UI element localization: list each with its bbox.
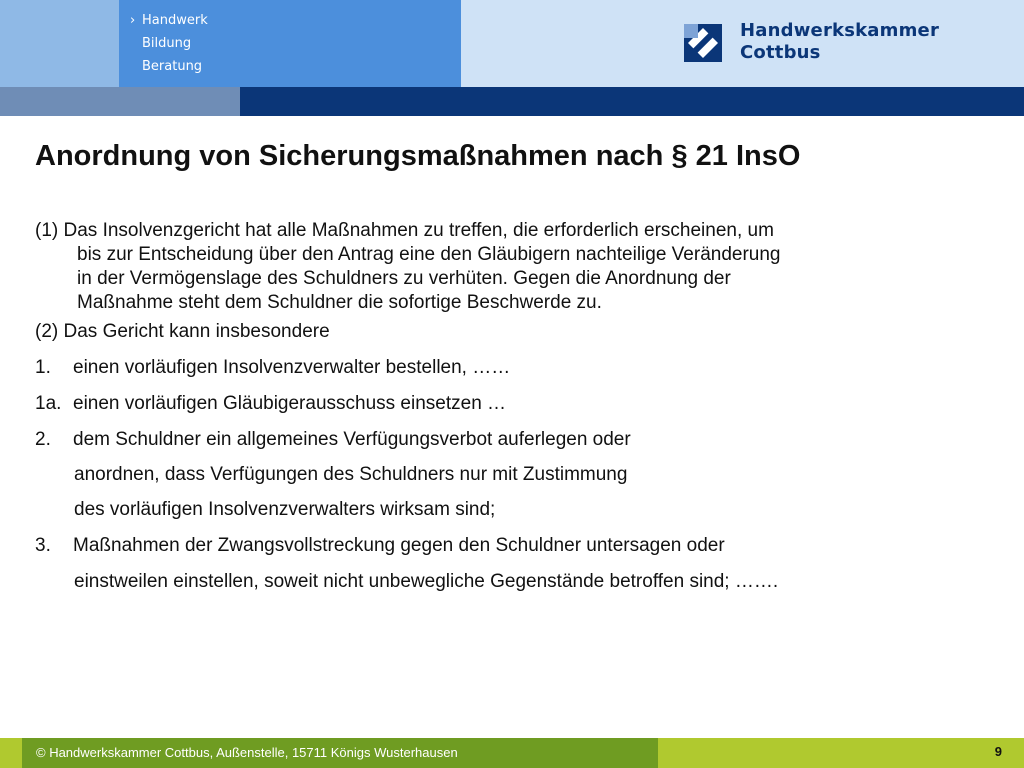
list-item-text: einen vorläufigen Insolvenzverwalter bestellen, …… <box>73 357 511 378</box>
paragraph-1-line: Maßnahme steht dem Schuldner die sofortige Beschwerde zu. <box>77 292 602 313</box>
list-item <box>35 534 725 558</box>
list-item-text: Maßnahmen der Zwangsvollstreckung gegen den Schuldner untersagen oder <box>73 535 725 556</box>
list-item-continuation: anordnen, dass Verfügungen des Schuldners nur mit Zustimmung <box>74 464 628 485</box>
nav-item-label: Handwerk <box>142 13 208 28</box>
footer-right-block <box>658 738 1024 768</box>
header-left-block <box>0 0 119 87</box>
list-item <box>35 356 510 380</box>
brand-line-1: Handwerkskammer <box>740 20 940 41</box>
paragraph-2: (2) Das Gericht kann insbesondere <box>35 321 330 342</box>
list-item-number: 1. <box>35 357 51 378</box>
footer-left-block <box>0 738 22 768</box>
nav-item-bildung[interactable] <box>130 32 208 55</box>
list-item-number: 2. <box>35 429 51 450</box>
paragraph-1-line: (1) Das Insolvenzgericht hat alle Maßnahmen zu treffen, die erforderlich erscheinen, um <box>35 220 774 241</box>
header-band-dark <box>240 87 1024 116</box>
header-nav <box>130 9 208 78</box>
list-item-continuation: einstweilen einstellen, soweit nicht unbewegliche Gegenstände betroffen sind; ……. <box>74 571 779 592</box>
list-item <box>35 392 506 416</box>
chevron-right-icon: › <box>130 13 136 28</box>
list-item-continuation: des vorläufigen Insolvenzverwalters wirksam sind; <box>74 499 496 520</box>
nav-item-handwerk[interactable] <box>130 9 208 32</box>
paragraph-1-line: in der Vermögenslage des Schuldners zu verhüten. Gegen die Anordnung der <box>77 268 731 289</box>
paragraph-1-line: bis zur Entscheidung über den Antrag eine den Gläubigern nachteilige Veränderung <box>77 244 781 265</box>
slide-title: Anordnung von Sicherungsmaßnahmen nach § 21 InsO <box>35 140 801 172</box>
nav-item-beratung[interactable] <box>130 55 208 78</box>
list-item-text: einen vorläufigen Gläubigerausschuss einsetzen … <box>73 393 507 414</box>
list-item-number: 1a. <box>35 393 62 414</box>
nav-item-label: Beratung <box>142 59 203 74</box>
paragraph-1 <box>35 219 935 315</box>
list-item-text: dem Schuldner ein allgemeines Verfügungsverbot auferlegen oder <box>73 429 631 450</box>
list-item <box>35 428 631 452</box>
header-band-light <box>0 87 240 116</box>
brand-line-2: Cottbus <box>740 42 821 63</box>
list-item-number: 3. <box>35 535 51 556</box>
nav-item-label: Bildung <box>142 36 192 51</box>
page-number: 9 <box>994 744 1002 759</box>
brand-name <box>740 20 939 64</box>
hwk-cottbus-logo-icon <box>684 24 722 62</box>
footer-copyright: © Handwerkskammer Cottbus, Außenstelle, 15711 Königs Wusterhausen <box>36 745 458 760</box>
